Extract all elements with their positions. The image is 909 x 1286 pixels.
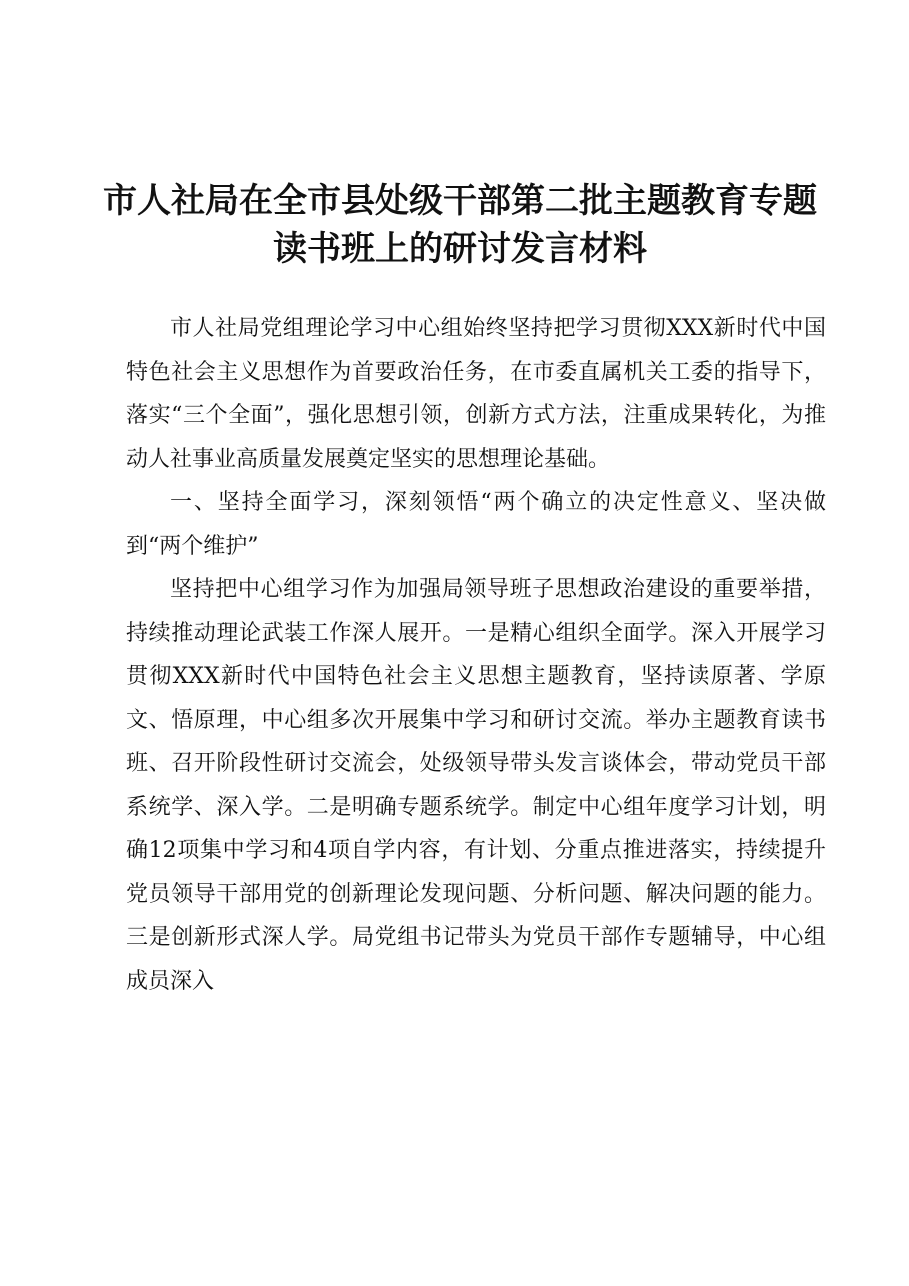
title-line-2: 读书班上的研讨发言材料 [273,229,647,269]
document-title [80,177,840,273]
section-heading-1: 一、坚持全面学习，深刻领悟“两个确立的决定性意义、坚决做到“两个维护” [126,490,826,559]
title-line-1: 市人社局在全市县处级干部第二批主题教育专题 [103,181,817,221]
document-body [126,307,826,1003]
paragraph-section-1: 坚持把中心组学习作为加强局领导班子思想政治建设的重要举措，持续推动理论武装工作深人展开。一是精心组织全面学。深入开展学习贯彻XXX新时代中国特色社会主义思想主题教育，坚持读原著、学原文、悟原理，中心组多次开展集中学习和研讨交流。举办主题教育读书班、召开阶段性研讨交流会，处级领导带头发言谈体会，带动党员干部系统学、深入学。二是明确专题系统学。制定中心组年度学习计划，明确12项集中学习和4项自学内容，有计划、分重点推进落实，持续提升党员领导干部用党的创新理论发现问题、分析问题、解决问题的能力。三是创新形式深人学。局党组书记带头为党员干部作专题辅导，中心组成员深入 [126,577,826,994]
paragraph-intro: 市人社局党组理论学习中心组始终坚持把学习贯彻XXX新时代中国特色社会主义思想作为首要政治任务，在市委直属机关工委的指导下，落实“三个全面”，强化思想引领，创新方式方法，注重成果转化，为推动人社事业高质量发展奠定坚实的思想理论基础。 [126,316,826,472]
